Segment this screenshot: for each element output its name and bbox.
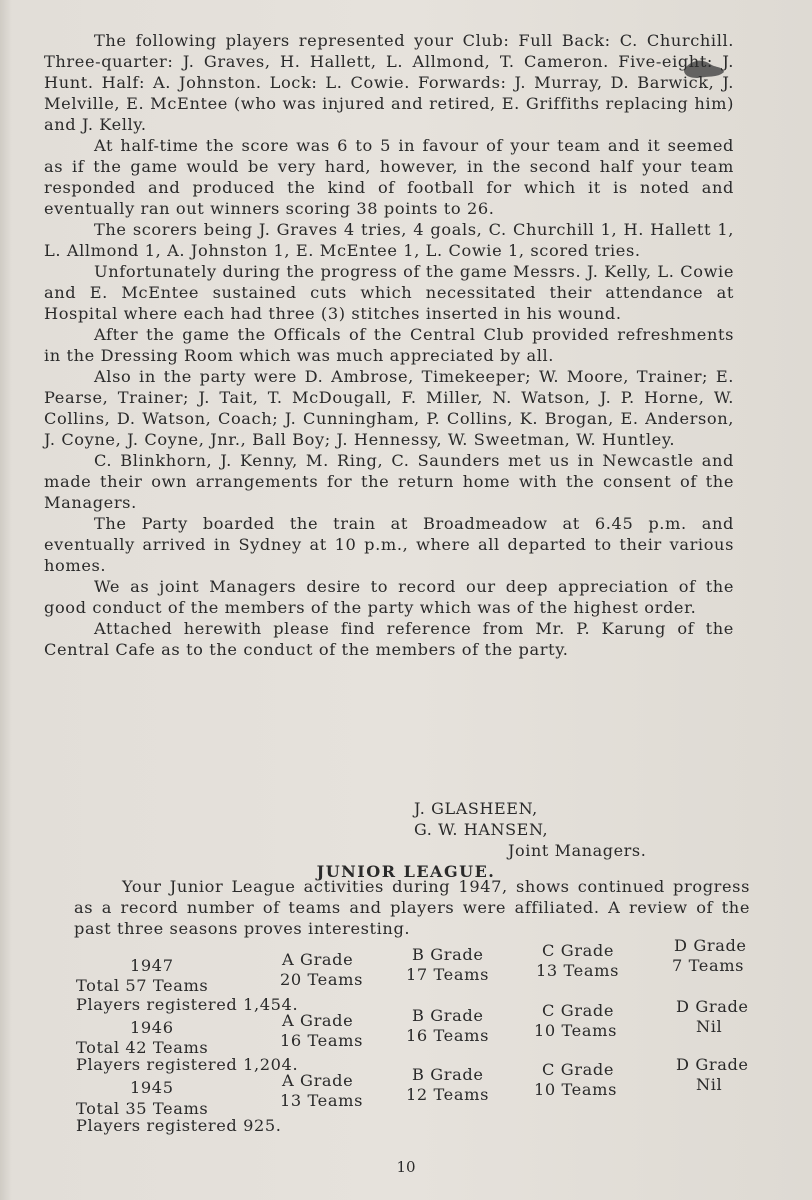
b-grade-teams: 16 Teams <box>406 1026 489 1045</box>
d-grade-label: D Grade <box>676 1055 749 1074</box>
players-1945-row <box>0 1116 812 1138</box>
b-grade-label: B Grade <box>412 1065 484 1084</box>
d-grade-teams: Nil <box>696 1075 723 1094</box>
a-grade-teams: 16 Teams <box>280 1031 363 1050</box>
junior-league-intro <box>74 876 750 939</box>
season-year: 1945 <box>130 1078 174 1097</box>
train-paragraph: The Party boarded the train at Broadmeadow at 6.45 p.m. and eventually arrived in Sydney at 10 p.m., where all departed to their various homes. <box>44 514 734 575</box>
signature-block <box>414 798 646 861</box>
players-registered-1946: Players registered 1,204. <box>76 1055 299 1074</box>
party-paragraph: Also in the party were D. Ambrose, Timekeeper; W. Moore, Trainer; E. Pearse, Trainer; J. Tait, T. McDougall, F. Miller, N. Watson, J. P. Horne, W. Collins, D. Watson, Coach; J. Cunningham, P. Collins, K. Brogan, E. Anderson, J. Coyne, J. Coyne, Jnr., Ball Boy; J. Hennessy, W. Sweetman, W. Huntley. <box>44 367 734 449</box>
players-registered-1945: Players registered 925. <box>76 1116 282 1135</box>
junior-league-heading: JUNIOR LEAGUE. <box>316 862 496 881</box>
b-grade-label: B Grade <box>412 945 484 964</box>
season-year: 1946 <box>130 1018 174 1037</box>
c-grade-label: C Grade <box>542 941 614 960</box>
scorers-paragraph: The scorers being J. Graves 4 tries, 4 goals, C. Churchill 1, H. Hallett 1, L. Allmond 1, A. Johnston 1, E. McEntee 1, L. Cowie 1, scored tries. <box>44 220 734 260</box>
page-number: 10 <box>396 1158 416 1176</box>
half-time-paragraph: At half-time the score was 6 to 5 in favour of your team and it seemed as if the game would be very hard, however, in the second half your team responded and produced the kind of football for which it is noted and eventually ran out winners scoring 38 points to 26. <box>44 136 734 218</box>
signatory-role: Joint Managers. <box>508 841 647 860</box>
season-total: Total 42 Teams <box>76 1038 209 1057</box>
injuries-paragraph: Unfortunately during the progress of the game Messrs. J. Kelly, L. Cowie and E. McEntee sustained cuts which necessitated their attendance at Hospital where each had three (3) stitches inserted in his wound. <box>44 262 734 323</box>
refreshments-paragraph: After the game the Officals of the Central Club provided refreshments in the Dressing Room which was much appreciated by all. <box>44 325 734 365</box>
report-body <box>44 30 734 660</box>
newcastle-paragraph: C. Blinkhorn, J. Kenny, M. Ring, C. Saunders met us in Newcastle and made their own arrangements for the return home with the consent of the Managers. <box>44 451 734 512</box>
b-grade-label: B Grade <box>412 1006 484 1025</box>
players-paragraph: The following players represented your Club: Full Back: C. Churchill. Three-quarter: J. Graves, H. Hallett, L. Allmond, T. Cameron. Five-eight: J. Hunt. Half: A. Johnston. Lock: L. Cowie. Forwards: J. Murray, D. Barwick, J. Melville, E. McEntee (who was injured and retired, E. Griffiths replacing him) and J. Kelly. <box>44 31 734 134</box>
appreciation-paragraph: We as joint Managers desire to record our deep appreciation of the good conduct of the members of the party which was of the highest order. <box>44 577 734 617</box>
a-grade-label: A Grade <box>282 1011 354 1030</box>
b-grade-teams: 12 Teams <box>406 1085 489 1104</box>
a-grade-label: A Grade <box>282 1071 354 1090</box>
a-grade-teams: 20 Teams <box>280 970 363 989</box>
b-grade-teams: 17 Teams <box>406 965 489 984</box>
d-grade-teams: 7 Teams <box>672 956 745 975</box>
signatory-glasheen: J. GLASHEEN, <box>414 799 538 818</box>
season-year: 1947 <box>130 956 174 975</box>
d-grade-teams: Nil <box>696 1017 723 1036</box>
players-registered-1947: Players registered 1,454. <box>76 995 299 1014</box>
reference-paragraph: Attached herewith please find reference from Mr. P. Karung of the Central Cafe as to the conduct of the members of the party. <box>44 619 734 659</box>
d-grade-label: D Grade <box>676 997 749 1016</box>
c-grade-teams: 10 Teams <box>534 1080 617 1099</box>
signatory-hansen: G. W. HANSEN, <box>414 820 549 839</box>
season-total: Total 57 Teams <box>76 976 209 995</box>
season-total: Total 35 Teams <box>76 1099 209 1118</box>
a-grade-teams: 13 Teams <box>280 1091 363 1110</box>
c-grade-label: C Grade <box>542 1060 614 1079</box>
a-grade-label: A Grade <box>282 950 354 969</box>
c-grade-teams: 10 Teams <box>534 1021 617 1040</box>
d-grade-label: D Grade <box>674 936 747 955</box>
c-grade-teams: 13 Teams <box>536 961 619 980</box>
c-grade-label: C Grade <box>542 1001 614 1020</box>
junior-intro-paragraph: Your Junior League activities during 1947, shows continued progress as a record number of teams and players were affiliated. A review of the past three seasons proves interesting. <box>74 877 750 938</box>
